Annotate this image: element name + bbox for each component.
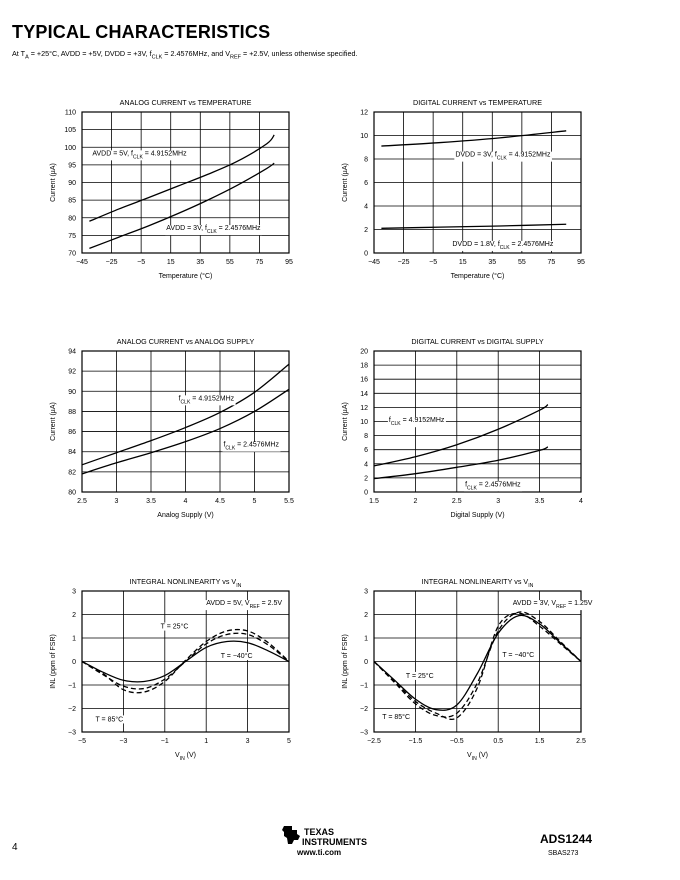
y-tick-label: 12 — [360, 109, 368, 117]
x-axis-label — [175, 752, 196, 762]
y-tick-label: 14 — [360, 390, 368, 398]
chart-title — [117, 337, 255, 346]
x-tick-label: −2.5 — [367, 738, 381, 745]
annotation-2 — [221, 652, 253, 660]
x-tick-label: 95 — [285, 259, 293, 266]
annotation-0-sub: CLK — [496, 155, 507, 162]
y-tick-label: 12 — [360, 404, 368, 412]
chart-c3 — [50, 337, 294, 519]
x-axis-label-after: (V) — [184, 752, 196, 759]
x-axis-label — [451, 272, 505, 280]
cond-fclk-sub: CLK — [151, 54, 163, 61]
annotation-1-main: f — [465, 481, 468, 489]
y-tick-label: 100 — [64, 144, 76, 152]
y-tick-label: −2 — [68, 706, 76, 713]
annotation-1-main: AVDD = 3V, f — [166, 225, 207, 233]
x-tick-label: 2 — [413, 498, 418, 505]
y-tick-label: 95 — [68, 162, 76, 170]
chart-title — [411, 337, 544, 346]
y-tick-label: 3 — [72, 588, 76, 596]
annotation-1-after: = 2.4576MHz — [509, 240, 554, 248]
x-tick-label: 1 — [204, 738, 209, 745]
annotation-0-after: = 4.9152MHz — [190, 395, 235, 403]
cond-part3: = +2.5V, unless otherwise specified. — [241, 49, 358, 58]
x-tick-label: 2.5 — [576, 738, 586, 745]
y-tick-label: 4 — [364, 461, 368, 469]
chart-title-main: DIGITAL CURRENT vs TEMPERATURE — [413, 98, 542, 107]
y-tick-label: 1 — [72, 635, 76, 643]
annotation-1-after: = 2.4576MHz — [216, 225, 261, 233]
y-tick-label: 2 — [72, 612, 76, 619]
annotation-0-after: = 4.9152MHz — [142, 150, 187, 158]
annotation-0-main: AVDD = 5V, V — [206, 600, 250, 608]
y-tick-label: −3 — [68, 729, 76, 737]
cond-vref-sub: REF — [230, 54, 242, 61]
y-tick-label: 105 — [64, 127, 76, 135]
chart-c5 — [50, 577, 291, 762]
y-tick-label: 3 — [364, 588, 368, 596]
annotation-1 — [161, 623, 189, 631]
chart-title — [422, 577, 534, 589]
annotation-3 — [382, 713, 410, 721]
part-number: ADS1244 — [540, 832, 593, 846]
y-tick-label: 86 — [68, 429, 76, 437]
chart-title-sub: IN — [236, 583, 242, 589]
x-axis-label-main: Temperature (°C) — [158, 273, 213, 280]
y-tick-label: 8 — [364, 156, 368, 164]
y-tick-label: 0 — [364, 659, 368, 666]
x-tick-label: −1 — [160, 738, 169, 745]
annotation-0-sub: REF — [556, 604, 567, 611]
annotation-1-main: T = 25°C — [405, 672, 434, 680]
x-tick-label: 2.5 — [77, 498, 87, 505]
y-tick-label: 8 — [364, 433, 368, 441]
cond-prefix: At T — [12, 49, 26, 58]
annotation-0-after: = 4.9152MHz — [400, 417, 445, 425]
y-tick-label: 2 — [364, 612, 368, 619]
x-tick-label: 3 — [114, 498, 119, 505]
x-tick-label: 55 — [517, 259, 526, 266]
annotation-0-sub: CLK — [133, 154, 143, 161]
chart-title-sub: IN — [528, 583, 534, 589]
chart-title-main: ANALOG CURRENT vs ANALOG SUPPLY — [116, 337, 255, 346]
chart-title-main: INTEGRAL NONLINEARITY vs V — [421, 577, 529, 586]
ti-logo-mark — [282, 826, 300, 844]
chart-title-main: DIGITAL CURRENT vs DIGITAL SUPPLY — [411, 337, 544, 346]
x-tick-label: −5 — [137, 259, 146, 266]
annotation-3-main: T = 85°C — [95, 716, 124, 724]
y-tick-label: 110 — [64, 109, 76, 117]
y-tick-label: 10 — [360, 133, 368, 140]
page-number: 4 — [12, 842, 18, 853]
cond-part2: = 2.4576MHz, and V — [162, 49, 231, 58]
annotation-1-main: DVDD = 1.8V, f — [452, 240, 500, 248]
chart-title-main: ANALOG CURRENT vs TEMPERATURE — [119, 98, 252, 107]
x-tick-label: 15 — [166, 259, 175, 266]
annotation-1-after: = 2.4576MHz — [476, 481, 521, 489]
x-axis-label — [450, 512, 504, 519]
x-tick-label: 35 — [196, 259, 205, 266]
x-tick-label: −0.5 — [449, 738, 464, 745]
x-tick-label: −5 — [429, 259, 438, 266]
doc-number: SBAS273 — [548, 850, 579, 857]
annotation-0-sub: CLK — [180, 399, 191, 406]
x-axis-label — [159, 272, 213, 280]
page-title: TYPICAL CHARACTERISTICS — [12, 22, 271, 42]
annotation-2-main: T = −40°C — [220, 652, 253, 660]
x-tick-label: 35 — [488, 259, 497, 266]
y-tick-label: 92 — [68, 368, 76, 376]
annotation-2 — [502, 651, 534, 659]
y-tick-label: 75 — [68, 232, 76, 240]
x-tick-label: 1.5 — [534, 738, 545, 745]
y-tick-label: 6 — [364, 447, 368, 455]
annotation-1-sub: CLK — [225, 445, 236, 452]
annotation-1-after: = 2.4576MHz — [235, 441, 279, 449]
y-tick-label: 20 — [360, 348, 368, 356]
x-axis-label-sub: IN — [471, 756, 477, 762]
y-axis-label: Current (µA) — [50, 163, 57, 202]
x-axis-label — [157, 512, 213, 519]
chart-title — [413, 98, 542, 107]
y-axis-label: Current (µA) — [342, 163, 349, 202]
x-axis-label-main: V — [467, 752, 472, 759]
series-line-1 — [374, 447, 548, 479]
annotation-1-sub: CLK — [206, 229, 217, 236]
y-tick-label: 18 — [360, 362, 368, 370]
x-axis-label-main: Digital Supply (V) — [450, 512, 505, 519]
annotation-1-main: f — [223, 441, 226, 449]
x-tick-label: −3 — [119, 738, 128, 745]
y-tick-label: 10 — [360, 419, 368, 426]
annotation-1-main: T = 25°C — [160, 623, 189, 631]
annotation-2-main: T = −40°C — [502, 651, 535, 659]
cond-part1: = +25°C, AVDD = +5V, DVDD = +3V, f — [28, 49, 152, 58]
y-axis-label: INL (ppm of FSR) — [342, 634, 349, 689]
y-tick-label: 6 — [364, 180, 368, 187]
ti-logo-line1: TEXAS — [304, 827, 335, 837]
x-tick-label: 3.5 — [534, 498, 545, 505]
y-tick-label: −1 — [68, 682, 76, 690]
x-tick-label: 4.5 — [215, 498, 225, 505]
y-tick-label: 80 — [68, 489, 76, 497]
x-axis-label-main: Analog Supply (V) — [157, 512, 214, 519]
x-axis-label — [467, 752, 488, 762]
x-axis-label-main: Temperature (°C) — [450, 273, 505, 280]
annotation-0-main: f — [388, 417, 391, 425]
y-tick-label: 84 — [68, 449, 76, 457]
x-tick-label: −25 — [105, 259, 118, 266]
x-axis-label-after: (V) — [476, 752, 488, 759]
y-axis-label: Current (µA) — [342, 402, 349, 441]
x-axis-label-sub: IN — [179, 756, 185, 762]
y-tick-label: −1 — [360, 682, 368, 690]
y-tick-label: 80 — [68, 215, 76, 223]
ti-logo-line2: INSTRUMENTS — [302, 837, 367, 847]
y-tick-label: 0 — [364, 489, 368, 497]
cond-ta-sub: A — [25, 54, 29, 61]
y-tick-label: 90 — [68, 388, 76, 396]
annotation-0-main: AVDD = 3V, V — [512, 600, 557, 608]
annotation-0-sub: CLK — [390, 421, 401, 428]
x-axis-label-main: V — [175, 752, 180, 759]
y-axis-label: INL (ppm of FSR) — [50, 634, 57, 689]
x-tick-label: 0.5 — [493, 738, 504, 745]
annotation-1 — [406, 672, 434, 680]
y-tick-label: 1 — [364, 635, 368, 643]
x-tick-label: 5.5 — [284, 498, 294, 505]
y-tick-label: 16 — [360, 376, 368, 384]
y-tick-label: 82 — [68, 469, 76, 477]
chart-title-main: INTEGRAL NONLINEARITY vs V — [129, 577, 237, 586]
annotation-3-main: T = 85°C — [382, 714, 411, 722]
chart-title — [130, 577, 242, 589]
series-line-0 — [374, 615, 581, 710]
series-line-2 — [374, 613, 581, 722]
x-tick-label: −45 — [76, 259, 88, 266]
annotation-1-sub: CLK — [499, 244, 510, 251]
annotation-0-sub: REF — [249, 604, 260, 611]
series-line-0 — [89, 135, 274, 221]
annotation-0-main: DVDD = 3V, f — [455, 151, 497, 159]
x-tick-label: 15 — [458, 259, 467, 266]
chart-title — [120, 98, 252, 107]
x-tick-label: −5 — [78, 738, 86, 745]
chart-c2 — [342, 98, 585, 280]
x-tick-label: 3 — [245, 738, 250, 745]
x-tick-label: 55 — [225, 259, 234, 266]
y-axis-label: Current (µA) — [50, 402, 57, 441]
y-tick-label: 2 — [364, 475, 368, 483]
y-tick-label: 0 — [72, 659, 76, 666]
x-tick-label: −1.5 — [408, 738, 423, 745]
annotation-0-after: = 4.9152MHz — [506, 151, 551, 159]
annotation-0-main: f — [178, 395, 181, 403]
x-tick-label: 95 — [577, 259, 585, 266]
x-tick-label: 75 — [547, 259, 556, 266]
x-tick-label: −45 — [368, 259, 380, 266]
annotation-1-sub: CLK — [467, 485, 477, 492]
x-tick-label: 3.5 — [146, 498, 156, 505]
x-tick-label: 75 — [255, 259, 264, 266]
series-line-1 — [381, 224, 566, 228]
annotation-3 — [95, 715, 123, 723]
y-tick-label: 94 — [68, 348, 76, 356]
annotation-0-after: = 2.5V — [259, 600, 283, 608]
y-tick-label: −2 — [360, 706, 368, 713]
x-tick-label: 2.5 — [451, 498, 462, 505]
y-tick-label: 4 — [364, 203, 368, 211]
x-tick-label: 1.5 — [369, 498, 379, 505]
x-tick-label: −25 — [397, 259, 410, 266]
x-tick-label: 3 — [496, 498, 501, 505]
y-tick-label: 0 — [364, 250, 368, 258]
y-tick-label: 88 — [68, 408, 76, 416]
y-tick-label: 90 — [68, 180, 76, 187]
chart-c1 — [50, 98, 293, 280]
chart-c6 — [342, 577, 594, 762]
ti-logo — [278, 824, 378, 864]
company-url: www.ti.com — [297, 848, 342, 857]
annotation-0-after: = 1.25V — [566, 600, 593, 608]
x-tick-label: 4 — [579, 498, 583, 505]
y-tick-label: 85 — [68, 197, 76, 205]
y-tick-label: 70 — [68, 250, 76, 258]
x-tick-label: 4 — [183, 498, 188, 505]
y-tick-label: −3 — [360, 729, 368, 737]
x-tick-label: 5 — [287, 738, 291, 745]
annotation-0-main: AVDD = 5V, f — [92, 150, 134, 158]
series-line-1 — [374, 612, 581, 717]
series-line-0 — [381, 131, 566, 146]
chart-c4 — [342, 337, 583, 519]
y-tick-label: 2 — [364, 227, 368, 234]
x-tick-label: 5 — [252, 498, 257, 505]
